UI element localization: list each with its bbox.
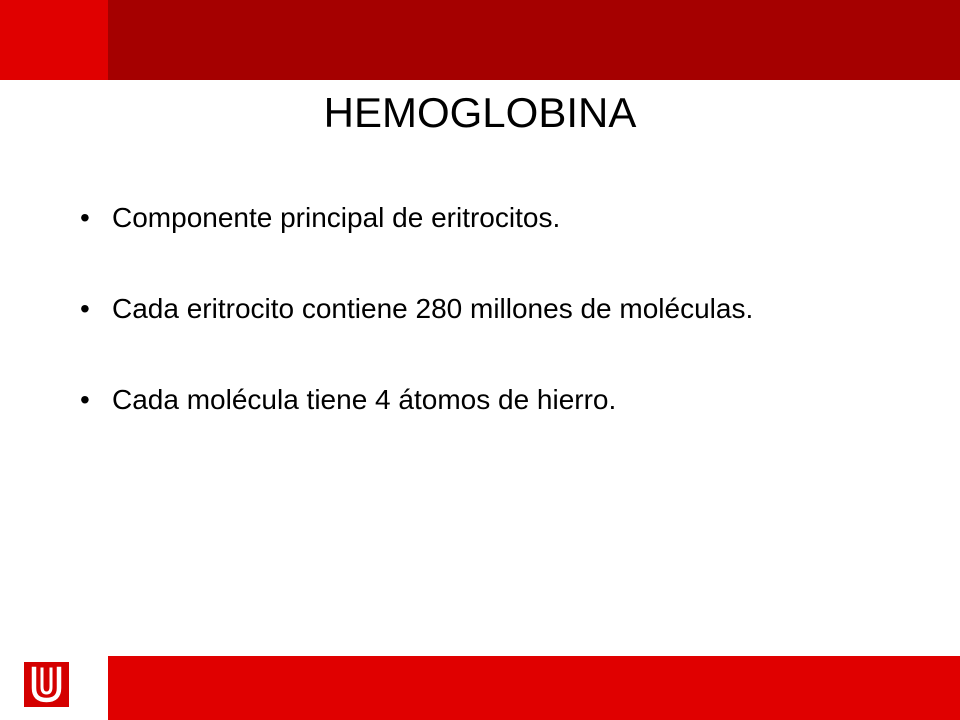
bullet-marker: • bbox=[80, 293, 90, 324]
top-band-accent bbox=[0, 0, 108, 80]
university-u-logo-icon bbox=[24, 662, 69, 707]
bottom-band bbox=[108, 656, 960, 720]
bullet-text: Cada eritrocito contiene 280 millones de moléculas. bbox=[112, 293, 754, 324]
top-band bbox=[108, 0, 960, 80]
bullet-list bbox=[80, 200, 800, 473]
bullet-marker: • bbox=[80, 202, 90, 233]
slide-title: HEMOGLOBINA bbox=[323, 89, 637, 136]
bullet-text: Componente principal de eritrocitos. bbox=[112, 202, 561, 233]
bullet-item bbox=[80, 200, 800, 236]
bullet-marker: • bbox=[80, 384, 90, 415]
bullet-item bbox=[80, 291, 800, 327]
bullet-text: Cada molécula tiene 4 átomos de hierro. bbox=[112, 384, 617, 415]
bullet-item bbox=[80, 382, 800, 418]
